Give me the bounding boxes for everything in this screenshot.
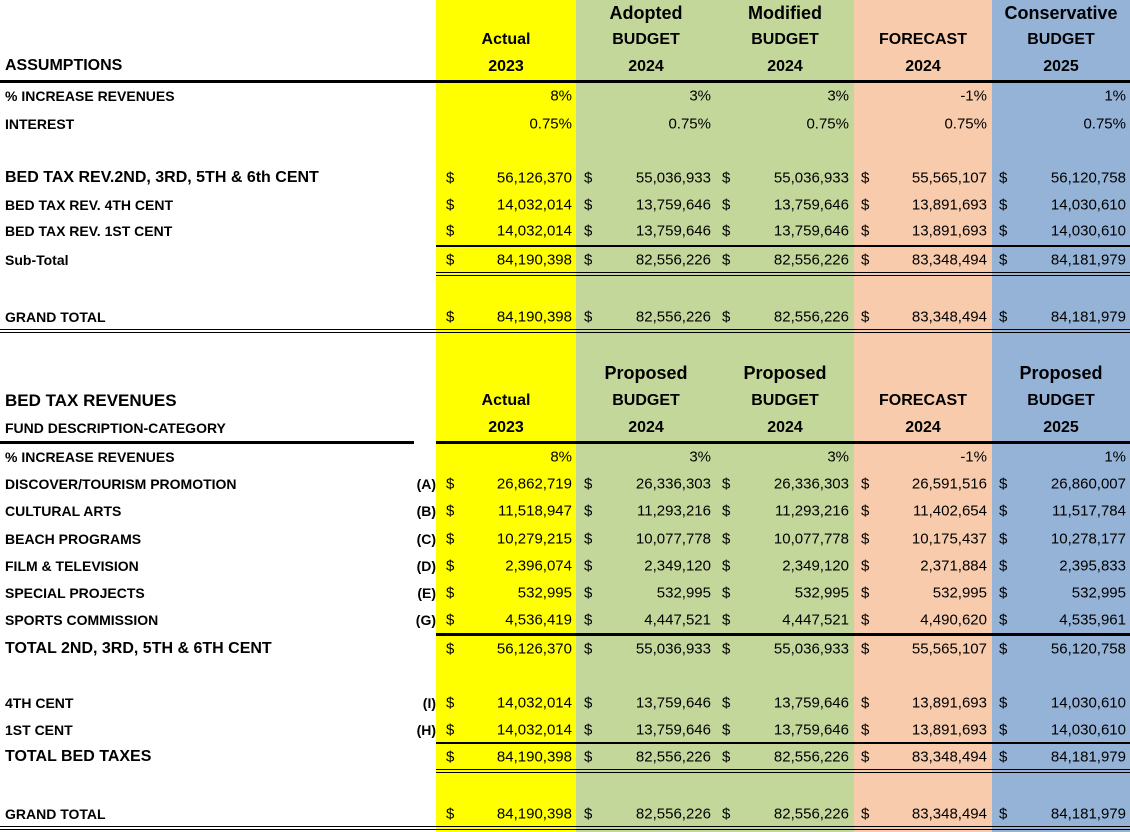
cell-modified: 3% — [827, 87, 849, 105]
cell-conservative: 2,395,833 — [1059, 557, 1126, 575]
cell-adopted: 82,556,226 — [635, 308, 711, 326]
cell-adopted: 82,556,226 — [635, 748, 711, 766]
currency-symbol: $ — [446, 611, 455, 629]
hdr2-adopted-year: 2024 — [628, 419, 664, 436]
cell-forecast: 10,175,437 — [911, 530, 987, 548]
currency-symbol: $ — [861, 502, 870, 520]
cell-forecast: 83,348,494 — [911, 805, 987, 823]
currency-symbol: $ — [722, 308, 731, 326]
hdr-modified-mid: BUDGET — [751, 31, 819, 48]
currency-symbol: $ — [446, 748, 455, 766]
rule-grandtotal-1b — [0, 332, 1130, 333]
cell-forecast: 4,490,620 — [920, 611, 987, 629]
cell-actual: 84,190,398 — [496, 748, 572, 766]
currency-symbol: $ — [584, 196, 593, 214]
currency-symbol: $ — [861, 530, 870, 548]
row-label: INTEREST — [5, 116, 75, 132]
cell-actual: 84,190,398 — [496, 251, 572, 269]
currency-symbol: $ — [999, 196, 1008, 214]
cell-actual: 8% — [550, 87, 572, 105]
cell-actual: 84,190,398 — [496, 308, 572, 326]
hdr2-conservative-mid: BUDGET — [1027, 392, 1095, 409]
row-label: CULTURAL ARTS — [5, 503, 122, 519]
hdr-conservative-mid: BUDGET — [1027, 31, 1095, 48]
currency-symbol: $ — [999, 611, 1008, 629]
cell-actual: 4,536,419 — [505, 611, 572, 629]
currency-symbol: $ — [861, 611, 870, 629]
hdr2-forecast-mid: FORECAST — [879, 392, 967, 409]
cell-modified: 82,556,226 — [773, 805, 849, 823]
cell-adopted: 13,759,646 — [635, 721, 711, 739]
cell-forecast: 2,371,884 — [920, 557, 987, 575]
currency-symbol: $ — [722, 222, 731, 240]
cell-conservative: 14,030,610 — [1050, 196, 1126, 214]
currency-symbol: $ — [861, 475, 870, 493]
cell-forecast: 13,891,693 — [911, 721, 987, 739]
table-row — [0, 444, 1130, 470]
cell-forecast: 13,891,693 — [911, 694, 987, 712]
cell-actual: 2,396,074 — [505, 557, 572, 575]
hdr-adopted-top: Adopted — [609, 3, 683, 23]
rule-header-1 — [0, 80, 1130, 83]
table-row — [0, 690, 1130, 716]
cell-conservative: 1% — [1104, 87, 1126, 105]
table-row — [0, 498, 1130, 524]
cell-adopted: 10,077,778 — [635, 530, 711, 548]
row-label: DISCOVER/TOURISM PROMOTION — [5, 476, 237, 492]
cell-adopted: 2,349,120 — [644, 557, 711, 575]
currency-symbol: $ — [446, 530, 455, 548]
cell-modified: 82,556,226 — [773, 748, 849, 766]
cell-adopted: 11,293,216 — [637, 502, 711, 520]
cell-adopted: 82,556,226 — [635, 251, 711, 269]
cell-actual: 14,032,014 — [496, 222, 572, 240]
hdr-adopted-year: 2024 — [628, 58, 664, 75]
cell-conservative: 0.75% — [1083, 115, 1126, 133]
cell-adopted: 3% — [689, 87, 711, 105]
cell-modified: 13,759,646 — [773, 721, 849, 739]
cell-adopted: 13,759,646 — [635, 222, 711, 240]
cell-forecast: 13,891,693 — [911, 222, 987, 240]
rule-subtotal-top — [436, 245, 1130, 247]
cell-conservative: 14,030,610 — [1050, 721, 1126, 739]
table-row — [0, 218, 1130, 244]
currency-symbol: $ — [861, 640, 870, 658]
rule-total-bedtax-top — [436, 742, 1130, 744]
cell-modified: 532,995 — [794, 584, 849, 602]
currency-symbol: $ — [861, 251, 870, 269]
currency-symbol: $ — [722, 611, 731, 629]
currency-symbol: $ — [584, 584, 593, 602]
currency-symbol: $ — [999, 640, 1008, 658]
cell-actual: 11,518,947 — [498, 502, 572, 520]
hdr-modified-top: Modified — [748, 3, 822, 23]
currency-symbol: $ — [999, 557, 1008, 575]
currency-symbol: $ — [722, 557, 731, 575]
row-label: 1ST CENT — [5, 722, 73, 738]
currency-symbol: $ — [999, 308, 1008, 326]
table-row — [0, 165, 1130, 191]
cell-conservative: 10,278,177 — [1050, 530, 1126, 548]
currency-symbol: $ — [999, 805, 1008, 823]
table-row — [0, 83, 1130, 109]
cell-actual: 8% — [550, 448, 572, 466]
currency-symbol: $ — [584, 694, 593, 712]
cell-conservative: 84,181,979 — [1050, 748, 1126, 766]
currency-symbol: $ — [999, 748, 1008, 766]
currency-symbol: $ — [446, 640, 455, 658]
currency-symbol: $ — [999, 584, 1008, 602]
currency-symbol: $ — [446, 721, 455, 739]
currency-symbol: $ — [999, 222, 1008, 240]
cell-modified: 26,336,303 — [773, 475, 849, 493]
currency-symbol: $ — [861, 805, 870, 823]
row-label: 4TH CENT — [5, 695, 74, 711]
currency-symbol: $ — [999, 502, 1008, 520]
currency-symbol: $ — [584, 748, 593, 766]
cell-adopted: 26,336,303 — [635, 475, 711, 493]
cell-adopted: 4,447,521 — [644, 611, 711, 629]
cell-adopted: 13,759,646 — [635, 694, 711, 712]
currency-symbol: $ — [999, 694, 1008, 712]
table-row — [0, 744, 1130, 770]
cell-adopted: 55,036,933 — [635, 640, 711, 658]
row-category-code: (H) — [416, 722, 436, 738]
cell-conservative: 84,181,979 — [1050, 805, 1126, 823]
cell-modified: 4,447,521 — [782, 611, 849, 629]
currency-symbol: $ — [861, 584, 870, 602]
row-label: TOTAL 2ND, 3RD, 5TH & 6TH CENT — [5, 640, 272, 657]
currency-symbol: $ — [861, 694, 870, 712]
rule-total-cents — [436, 633, 1130, 636]
cell-actual: 56,126,370 — [496, 169, 572, 187]
currency-symbol: $ — [446, 251, 455, 269]
hdr-actual-year: 2023 — [488, 58, 524, 75]
row-label: SPORTS COMMISSION — [5, 612, 159, 628]
row-label: BED TAX REV. 1ST CENT — [5, 223, 173, 239]
section2-title: BED TAX REVENUES — [5, 391, 177, 410]
cell-modified: 0.75% — [806, 115, 849, 133]
currency-symbol: $ — [584, 530, 593, 548]
table-row — [0, 526, 1130, 552]
hdr2-forecast-year: 2024 — [905, 419, 941, 436]
currency-symbol: $ — [584, 721, 593, 739]
cell-forecast: 83,348,494 — [911, 308, 987, 326]
cell-conservative: 4,535,961 — [1059, 611, 1126, 629]
table-row — [0, 247, 1130, 273]
cell-forecast: -1% — [960, 448, 987, 466]
cell-conservative: 84,181,979 — [1050, 308, 1126, 326]
currency-symbol: $ — [584, 640, 593, 658]
cell-modified: 13,759,646 — [773, 196, 849, 214]
currency-symbol: $ — [446, 169, 455, 187]
currency-symbol: $ — [722, 251, 731, 269]
cell-actual: 14,032,014 — [496, 196, 572, 214]
cell-conservative: 14,030,610 — [1050, 222, 1126, 240]
currency-symbol: $ — [722, 640, 731, 658]
hdr-modified-year: 2024 — [767, 58, 803, 75]
currency-symbol: $ — [584, 611, 593, 629]
currency-symbol: $ — [722, 502, 731, 520]
currency-symbol: $ — [999, 475, 1008, 493]
row-label: BED TAX REV. 4TH CENT — [5, 197, 174, 213]
cell-forecast: 26,591,516 — [911, 475, 987, 493]
currency-symbol: $ — [584, 169, 593, 187]
currency-symbol: $ — [584, 805, 593, 823]
cell-forecast: 83,348,494 — [911, 251, 987, 269]
currency-symbol: $ — [584, 475, 593, 493]
table-row — [0, 553, 1130, 579]
table-row — [0, 607, 1130, 633]
cell-adopted: 82,556,226 — [635, 805, 711, 823]
cell-forecast: 532,995 — [932, 584, 987, 602]
cell-forecast: 83,348,494 — [911, 748, 987, 766]
row-category-code: (G) — [415, 612, 436, 628]
cell-modified: 2,349,120 — [782, 557, 849, 575]
row-category-code: (A) — [416, 476, 436, 492]
hdr2-actual-mid: Actual — [481, 392, 531, 409]
cell-modified: 11,293,216 — [775, 502, 849, 520]
hdr2-modified-year: 2024 — [767, 419, 803, 436]
table-row — [0, 111, 1130, 137]
cell-adopted: 55,036,933 — [635, 169, 711, 187]
currency-symbol: $ — [999, 530, 1008, 548]
hdr2-conservative-year: 2025 — [1043, 419, 1079, 436]
hdr-conservative-year: 2025 — [1043, 58, 1079, 75]
row-category-code: (D) — [416, 558, 436, 574]
currency-symbol: $ — [446, 308, 455, 326]
rule-header-2-right — [436, 441, 1130, 444]
currency-symbol: $ — [584, 222, 593, 240]
cell-actual: 14,032,014 — [496, 694, 572, 712]
currency-symbol: $ — [446, 502, 455, 520]
section2-subtitle: FUND DESCRIPTION-CATEGORY — [5, 420, 226, 436]
cell-forecast: -1% — [960, 87, 987, 105]
rule-subtotal-bottom-2 — [436, 275, 1130, 276]
cell-actual: 14,032,014 — [496, 721, 572, 739]
row-label: GRAND TOTAL — [5, 806, 106, 822]
cell-modified: 10,077,778 — [773, 530, 849, 548]
section1-title: ASSUMPTIONS — [5, 57, 123, 74]
hdr-actual-mid: Actual — [481, 31, 531, 48]
currency-symbol: $ — [861, 721, 870, 739]
table-row — [0, 471, 1130, 497]
rule-grandtotal-2a — [0, 826, 1130, 827]
row-label: TOTAL BED TAXES — [5, 748, 152, 765]
currency-symbol: $ — [446, 196, 455, 214]
cell-actual: 26,862,719 — [496, 475, 572, 493]
cell-conservative: 1% — [1104, 448, 1126, 466]
table-row — [0, 192, 1130, 218]
cell-forecast: 11,402,654 — [913, 502, 987, 520]
row-label: FILM & TELEVISION — [5, 558, 139, 574]
cell-conservative: 56,120,758 — [1050, 169, 1126, 187]
cell-actual: 10,279,215 — [496, 530, 572, 548]
currency-symbol: $ — [722, 805, 731, 823]
cell-modified: 82,556,226 — [773, 251, 849, 269]
currency-symbol: $ — [446, 584, 455, 602]
row-category-code: (E) — [417, 585, 436, 601]
currency-symbol: $ — [446, 694, 455, 712]
cell-forecast: 55,565,107 — [911, 640, 987, 658]
currency-symbol: $ — [722, 748, 731, 766]
row-label: GRAND TOTAL — [5, 309, 106, 325]
currency-symbol: $ — [861, 308, 870, 326]
currency-symbol: $ — [861, 557, 870, 575]
row-category-code: (B) — [416, 503, 436, 519]
currency-symbol: $ — [999, 721, 1008, 739]
cell-conservative: 532,995 — [1071, 584, 1126, 602]
currency-symbol: $ — [584, 557, 593, 575]
currency-symbol: $ — [861, 196, 870, 214]
currency-symbol: $ — [722, 475, 731, 493]
row-label: % INCREASE REVENUES — [5, 88, 175, 104]
cell-modified: 13,759,646 — [773, 694, 849, 712]
hdr-conservative-top: Conservative — [1004, 3, 1118, 23]
cell-modified: 55,036,933 — [773, 640, 849, 658]
hdr2-adopted-top: Proposed — [604, 363, 688, 383]
currency-symbol: $ — [722, 530, 731, 548]
currency-symbol: $ — [584, 251, 593, 269]
cell-actual: 84,190,398 — [496, 805, 572, 823]
row-label: BED TAX REV.2ND, 3RD, 5TH & 6th CENT — [5, 169, 319, 186]
rule-total-bedtax-bottom-2 — [436, 772, 1130, 773]
currency-symbol: $ — [722, 721, 731, 739]
currency-symbol: $ — [861, 748, 870, 766]
hdr2-modified-mid: BUDGET — [751, 392, 819, 409]
currency-symbol: $ — [861, 222, 870, 240]
cell-conservative: 84,181,979 — [1050, 251, 1126, 269]
currency-symbol: $ — [722, 584, 731, 602]
currency-symbol: $ — [999, 169, 1008, 187]
table-row — [0, 636, 1130, 662]
row-category-code: (C) — [416, 531, 436, 547]
cell-actual: 532,995 — [517, 584, 572, 602]
currency-symbol: $ — [446, 475, 455, 493]
cell-forecast: 13,891,693 — [911, 196, 987, 214]
rule-subtotal-bottom-1 — [436, 272, 1130, 273]
cell-conservative: 26,860,007 — [1050, 475, 1126, 493]
rule-grandtotal-1a — [0, 329, 1130, 330]
hdr-forecast-year: 2024 — [905, 58, 941, 75]
table-row — [0, 801, 1130, 827]
row-label: BEACH PROGRAMS — [5, 531, 142, 547]
currency-symbol: $ — [722, 196, 731, 214]
currency-symbol: $ — [861, 169, 870, 187]
hdr-adopted-mid: BUDGET — [612, 31, 680, 48]
currency-symbol: $ — [446, 557, 455, 575]
cell-modified: 3% — [827, 448, 849, 466]
row-label: SPECIAL PROJECTS — [5, 585, 145, 601]
cell-modified: 55,036,933 — [773, 169, 849, 187]
currency-symbol: $ — [722, 169, 731, 187]
cell-adopted: 532,995 — [656, 584, 711, 602]
currency-symbol: $ — [584, 308, 593, 326]
cell-conservative: 11,517,784 — [1052, 502, 1126, 520]
table-row — [0, 304, 1130, 330]
row-label: % INCREASE REVENUES — [5, 449, 175, 465]
cell-conservative: 14,030,610 — [1050, 694, 1126, 712]
hdr2-adopted-mid: BUDGET — [612, 392, 680, 409]
currency-symbol: $ — [584, 502, 593, 520]
cell-modified: 13,759,646 — [773, 222, 849, 240]
currency-symbol: $ — [722, 694, 731, 712]
hdr2-actual-year: 2023 — [488, 419, 524, 436]
hdr2-modified-top: Proposed — [743, 363, 827, 383]
cell-adopted: 0.75% — [668, 115, 711, 133]
row-category-code: (I) — [422, 695, 436, 711]
hdr2-conservative-top: Proposed — [1019, 363, 1103, 383]
rule-total-bedtax-bottom-1 — [436, 769, 1130, 770]
cell-conservative: 56,120,758 — [1050, 640, 1126, 658]
rule-grandtotal-2b — [0, 829, 1130, 830]
cell-adopted: 3% — [689, 448, 711, 466]
table-row — [0, 717, 1130, 743]
table-row — [0, 580, 1130, 606]
cell-actual: 56,126,370 — [496, 640, 572, 658]
cell-adopted: 13,759,646 — [635, 196, 711, 214]
currency-symbol: $ — [446, 222, 455, 240]
rule-header-2-left — [0, 441, 414, 444]
hdr-forecast-mid: FORECAST — [879, 31, 967, 48]
cell-forecast: 55,565,107 — [911, 169, 987, 187]
cell-modified: 82,556,226 — [773, 308, 849, 326]
row-label: Sub-Total — [5, 252, 69, 268]
currency-symbol: $ — [446, 805, 455, 823]
currency-symbol: $ — [999, 251, 1008, 269]
cell-actual: 0.75% — [529, 115, 572, 133]
cell-forecast: 0.75% — [944, 115, 987, 133]
